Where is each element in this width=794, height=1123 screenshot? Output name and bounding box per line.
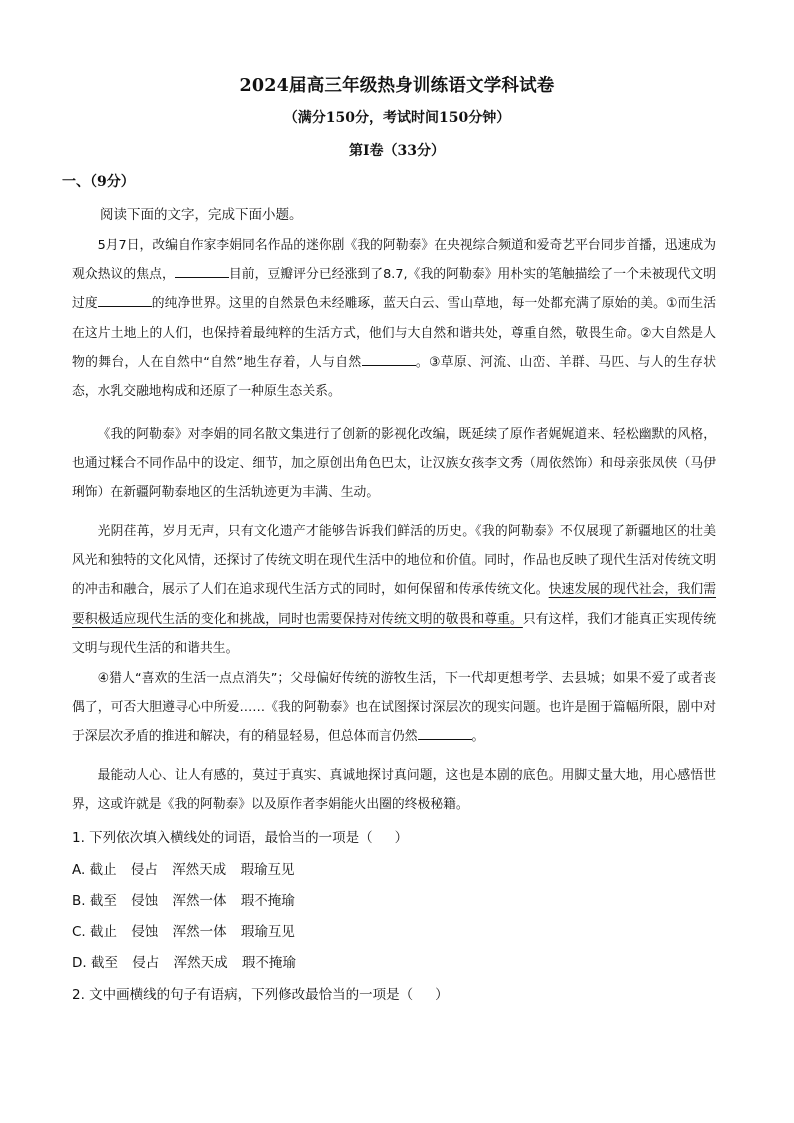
reading-instruction: 阅读下面的文字，完成下面小题。 (100, 207, 303, 223)
option-word: 浑然天成 (173, 955, 228, 971)
p3-text-a: 光阴荏苒，岁月无声，只有文化遗产才能够告诉我们鲜活的历史。《我的阿勒泰》不仅展现了新疆地区的壮美风光和独特的文化风情，还探讨了传统文明在现代生活中的地位和价值。同时，作品也反映了现代生活对传统文明的冲击和融合，展示了人们在追求现代生活方式的同时，如何保留和传承传统文化。 (72, 524, 716, 598)
passage-paragraph-1 (72, 231, 716, 406)
option-word: 浑然一体 (172, 893, 227, 909)
option-word: 浑然一体 (172, 924, 227, 940)
passage-paragraph-4 (72, 664, 716, 752)
section-heading: 一、（9分） (62, 174, 135, 190)
option-word: 浑然天成 (172, 862, 227, 878)
p2-text: 《我的阿勒泰》对李娟的同名散文集进行了创新的影视化改编，既延续了原作者娓娓道来、轻松幽默的风格，也通过糅合不同作品中的设定、细节，加之原创出角色巴太，让汉族女孩李文秀（周依然饰）和母亲张凤侠（马伊琍饰）在新疆阿勒泰地区的生活轨迹更为丰满、生动。 (72, 427, 716, 501)
option-word: 侵蚀 (131, 893, 159, 909)
p1-text-b: 目前，豆瓣评分已经涨到了8.7,《我的阿勒泰》用朴实的笔触描绘了一个未被现代文明过度 (72, 267, 717, 312)
option-letter: A. (72, 862, 86, 878)
question-1 (72, 826, 408, 846)
volume-heading: 第Ⅰ卷（33分） (348, 143, 446, 159)
passage-paragraph-5 (72, 761, 716, 819)
passage-paragraph-3 (72, 517, 716, 663)
option-d[interactable] (72, 951, 296, 971)
option-word: 瑕不掩瑜 (241, 955, 296, 971)
option-word: 侵占 (132, 955, 160, 971)
fill-blank-2 (98, 292, 152, 307)
exam-title: 2024届高三年级热身训练语文学科试卷 (239, 76, 555, 96)
question-2 (72, 983, 449, 1003)
option-letter: D. (72, 955, 87, 971)
option-word: 瑕瑜互见 (240, 862, 295, 878)
option-word: 侵蚀 (131, 924, 159, 940)
p4-text-b: 。 (471, 729, 485, 745)
fill-blank-4 (418, 725, 472, 740)
question-2-stem: 2. 文中画横线的句子有语病，下列修改最恰当的一项是（ (72, 987, 414, 1003)
option-letter: C. (72, 924, 86, 940)
option-word: 截止 (90, 924, 118, 940)
passage-paragraph-2 (72, 420, 716, 508)
option-c[interactable] (72, 920, 295, 940)
fill-blank-3 (362, 351, 416, 366)
question-1-stem: 1. 下列依次填入横线处的词语，最恰当的一项是（ (72, 830, 373, 846)
option-word: 截止 (89, 862, 117, 878)
option-word: 侵占 (130, 862, 158, 878)
underlined-sentence: 快速发展的现代社会，我们需要积极适应现代生活的变化和挑战，同时也需要保持对传统文明的敬畏和尊重。 (72, 582, 717, 627)
p5-text: 最能动人心、让人有感的，莫过于真实、真诚地探讨真问题，这也是本剧的底色。用脚丈量大地，用心感悟世界，这或许就是《我的阿勒泰》以及原作者李娟能火出圈的终极秘籍。 (72, 768, 716, 813)
question-2-close: ） (435, 987, 449, 1003)
option-word: 瑕不掩瑜 (240, 893, 295, 909)
p4-text-a: ④猎人“喜欢的生活一点点消失”；父母偏好传统的游牧生活，下一代却更想考学、去县城；如果不爱了或者丧偶了，可否大胆遵寻心中所爱……《我的阿勒泰》也在试图探讨深层次的现实问题。也许是囿于篇幅所限，剧中对于深层次矛盾的推进和解决，有的稍显轻易，但总体而言仍然 (72, 671, 716, 745)
p3-text-b: 只有这样，我们才能真正实现传统文明与现代生活的和谐共生。 (72, 611, 717, 656)
option-word: 截至 (90, 955, 118, 971)
option-a[interactable] (72, 858, 294, 878)
option-word: 瑕瑜互见 (240, 924, 295, 940)
option-letter: B. (72, 893, 86, 909)
fill-blank-1 (175, 263, 229, 278)
option-b[interactable] (72, 889, 295, 909)
question-1-close: ） (394, 830, 409, 846)
p1-text-c: 的纯净世界。这里的自然景色未经雕琢，蓝天白云、雪山草地，每一处都充满了原始的美。①而生活在这片土地上的人们，也保持着最纯粹的生活方式，他们与大自然和谐共处，尊重自然，敬畏生命。②大自然是人物的舞台，人在自然中“自然”地生存着，人与自然 (72, 296, 716, 370)
p1-text-d: 。③草原、河流、山峦、羊群、马匹、与人的生存状态，水乳交融地构成和还原了一种原生态关系。 (72, 354, 716, 400)
p1-text-a: 5月7日，改编自作家李娟同名作品的迷你剧《我的阿勒泰》在央视综合频道和爱奇艺平台同步首播，迅速成为观众热议的焦点， (72, 238, 716, 283)
exam-subtitle: （满分150分，考试时间150分钟） (283, 110, 511, 126)
option-word: 截至 (89, 893, 117, 909)
